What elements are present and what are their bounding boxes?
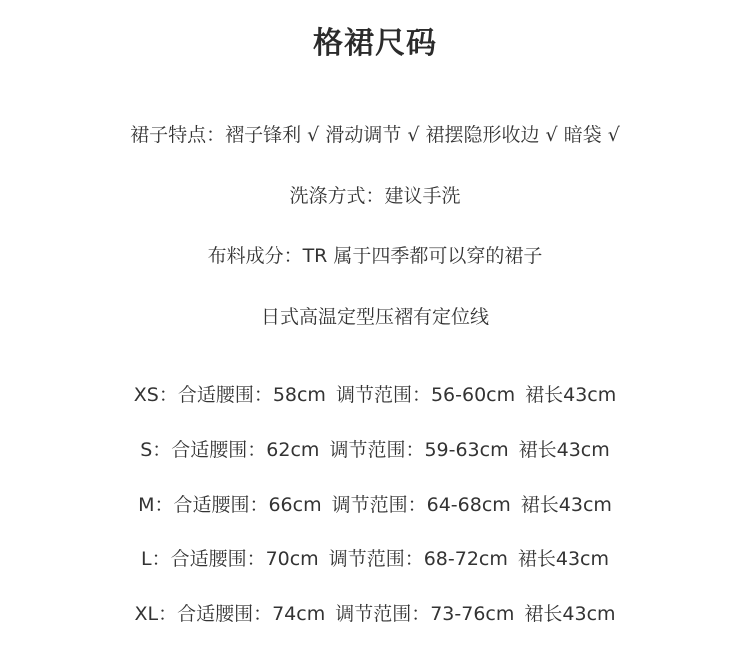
size-row-s bbox=[0, 435, 750, 462]
material-line: 布料成分：TR 属于四季都可以穿的裙子 bbox=[207, 245, 543, 267]
length-text: 裙长43cm bbox=[525, 384, 617, 406]
waist-text: ：合适腰围：66cm bbox=[154, 494, 322, 516]
size-label: S bbox=[140, 439, 153, 461]
length-text: 裙长43cm bbox=[518, 439, 610, 461]
pleats-line: 日式高温定型压褶有定位线 bbox=[260, 306, 489, 328]
length-text: 裙长43cm bbox=[524, 603, 616, 625]
range-text: 调节范围：73-76cm bbox=[335, 603, 515, 625]
washing-line: 洗涤方式：建议手洗 bbox=[289, 185, 461, 207]
length-text: 裙长43cm bbox=[517, 548, 610, 570]
range-text: 调节范围：59-63cm bbox=[329, 439, 509, 461]
size-label: XL bbox=[134, 603, 159, 625]
features-line: 裙子特点：褶子锋利 √ 滑动调节 √ 裙摆隐形收边 √ 暗袋 √ bbox=[130, 124, 620, 146]
size-row-l bbox=[0, 544, 750, 571]
size-label: M bbox=[138, 494, 155, 516]
size-row-xs bbox=[0, 380, 750, 407]
waist-text: ：合适腰围：58cm bbox=[158, 384, 326, 406]
waist-text: ：合适腰围：62cm bbox=[152, 439, 320, 461]
waist-text: ：合适腰围：70cm bbox=[151, 548, 319, 570]
size-row-xl bbox=[0, 599, 750, 626]
size-row-m bbox=[0, 490, 750, 517]
page-title: 格裙尺码 bbox=[313, 26, 437, 61]
range-text: 调节范围：68-72cm bbox=[328, 548, 508, 570]
range-text: 调节范围：64-68cm bbox=[331, 494, 511, 516]
length-text: 裙长43cm bbox=[520, 494, 612, 516]
size-label: L bbox=[140, 548, 152, 570]
range-text: 调节范围：56-60cm bbox=[335, 384, 516, 406]
waist-text: ：合适腰围：74cm bbox=[158, 603, 326, 625]
size-label: XS bbox=[133, 384, 159, 406]
